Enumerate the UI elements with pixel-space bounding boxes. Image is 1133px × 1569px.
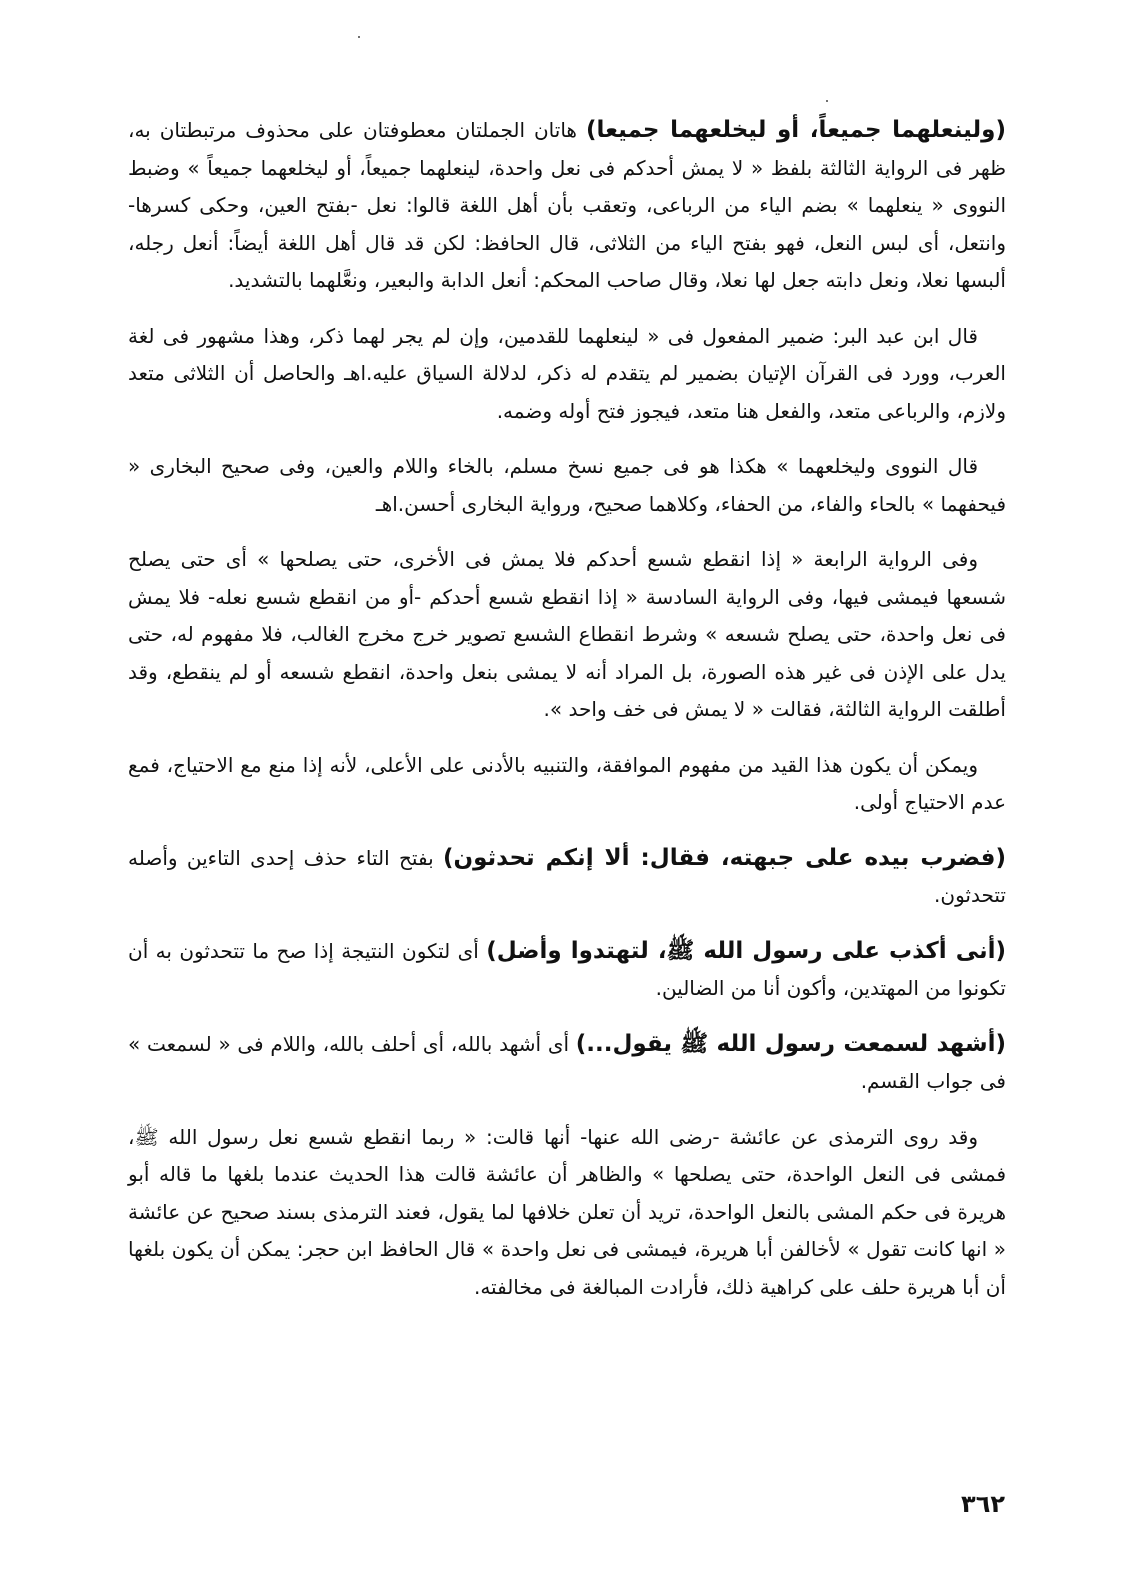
document-body: [128, 112, 1006, 1324]
paragraph-text: قال النووى وليخلعهما » هكذا هو فى جميع نسخ مسلم، بالخاء واللام والعين، وفى صحيح البخارى « فيحفهما » بالحاء والفاء، من الحفاء، وكلاهما صحيح، ورواية البخارى أحسن.اهـ: [128, 454, 1006, 516]
lemma-heading: (أنى أكذب على رسول الله ﷺ، لتهتدوا وأضل): [486, 937, 1006, 964]
paragraph-8: [128, 1026, 1006, 1101]
paragraph-5: [128, 747, 1006, 822]
paragraph-text: أى لتكون النتيجة إذا صح ما تتحدثون به أن تكونوا من المهتدين، وأكون أنا من الضالين.: [128, 938, 1006, 1000]
scan-speck: [826, 100, 828, 102]
paragraph-text: أى أشهد بالله، أى أحلف بالله، واللام فى « لسمعت » فى جواب القسم.: [128, 1031, 1006, 1093]
paragraph-4: [128, 541, 1006, 729]
lemma-heading: (ولينعلهما جميعاً، أو ليخلعهما جميعا): [585, 117, 1006, 143]
paragraph-text: قال ابن عبد البر: ضمير المفعول فى « لينعلهما للقدمين، وإن لم يجر لهما ذكر، وهذا مشهور فى لغة العرب، وورد فى القرآن الإتيان بضمير لم يتقدم له ذكر، لدلالة السياق عليه.اهـ والحاصل أن الثلاثى متعد ولازم، والرباعى متعد، والفعل هنا متعد، فيجوز فتح أوله وضمه.: [128, 323, 1006, 423]
paragraph-text: وقد روى الترمذى عن عائشة -رضى الله عنها- أنها قالت: « ربما انقطع شسع نعل رسول الله ﷺ، فمشى فى النعل الواحدة، حتى يصلحها » والظاهر أن عائشة قالت هذا الحديث عندما بلغها ما قاله أبو هريرة فى حكم المشى بالنعل الواحدة، تريد أن تعلن خلافها لما يقول، فعند الترمذى بسند صحيح عن عائشة « انها كانت تقول » لأخالفن أبا هريرة، فيمشى فى نعل واحدة » قال الحافظ ابن حجر: يمكن أن يكون بلغها أن أبا هريرة حلف على كراهية ذلك، فأرادت المبالغة فى مخالفته.: [128, 1124, 1006, 1299]
paragraph-text: ويمكن أن يكون هذا القيد من مفهوم الموافقة، والتنبيه بالأدنى على الأعلى، لأنه إذا منع مع الاحتياج، فمع عدم الاحتياج أولى.: [128, 752, 1006, 814]
lemma-heading: (فضرب بيده على جبهته، فقال: ألا إنكم تحدثون): [442, 844, 1006, 871]
paragraph-1: [128, 112, 1006, 300]
paragraph-6: [128, 840, 1006, 915]
paragraph-2: [128, 318, 1006, 431]
paragraph-text: بفتح التاء حذف إحدى التاءين وأصله تتحدثون.: [128, 845, 1006, 907]
paragraph-text: هاتان الجملتان معطوفتان على محذوف مرتبطتان به، ظهر فى الرواية الثالثة بلفظ « لا يمش أحدكم فى نعل واحدة، لينعلهما جميعاً، أو ليخلعهما جميعاً » وضبط النووى « ينعلهما » بضم الياء من الرباعى، وتعقب بأن أهل اللغة قالوا: نعل -بفتح العين، وحكى كسرها- وانتعل، أى لبس النعل، فهو بفتح الياء من الثلاثى، قال الحافظ: لكن قد قال أهل اللغة أيضاً: أنعل رجله، ألبسها نعلا، ونعل دابته جعل لها نعلا، وقال صاحب المحكم: أنعل الدابة والبعير، ونعَّلهما بالتشديد.: [128, 118, 1006, 292]
lemma-heading: (أشهد لسمعت رسول الله ﷺ يقول...): [575, 1030, 1006, 1057]
paragraph-3: [128, 448, 1006, 523]
paragraph-7: [128, 933, 1006, 1008]
paragraph-9: [128, 1119, 1006, 1307]
paragraph-text: وفى الرواية الرابعة « إذا انقطع شسع أحدكم فلا يمش فى الأخرى، حتى يصلحها » أى حتى يصلح شسعها فيمشى فيها، وفى الرواية السادسة « إذا انقطع شسع أحدكم -أو من انقطع شسع نعله- فلا يمش فى نعل واحدة، حتى يصلح شسعه » وشرط انقطاع الشسع تصوير خرج مخرج الغالب، فلا مفهوم له، حتى يدل على الإذن فى غير هذه الصورة، بل المراد أنه لا يمشى بنعل واحدة، انقطع شسعه أو لم ينقطع، وقد أطلقت الرواية الثالثة، فقالت « لا يمش فى خف واحد ».: [128, 547, 1006, 721]
page-number: ٣٦٢: [961, 1490, 1005, 1518]
scan-speck: [358, 36, 360, 38]
